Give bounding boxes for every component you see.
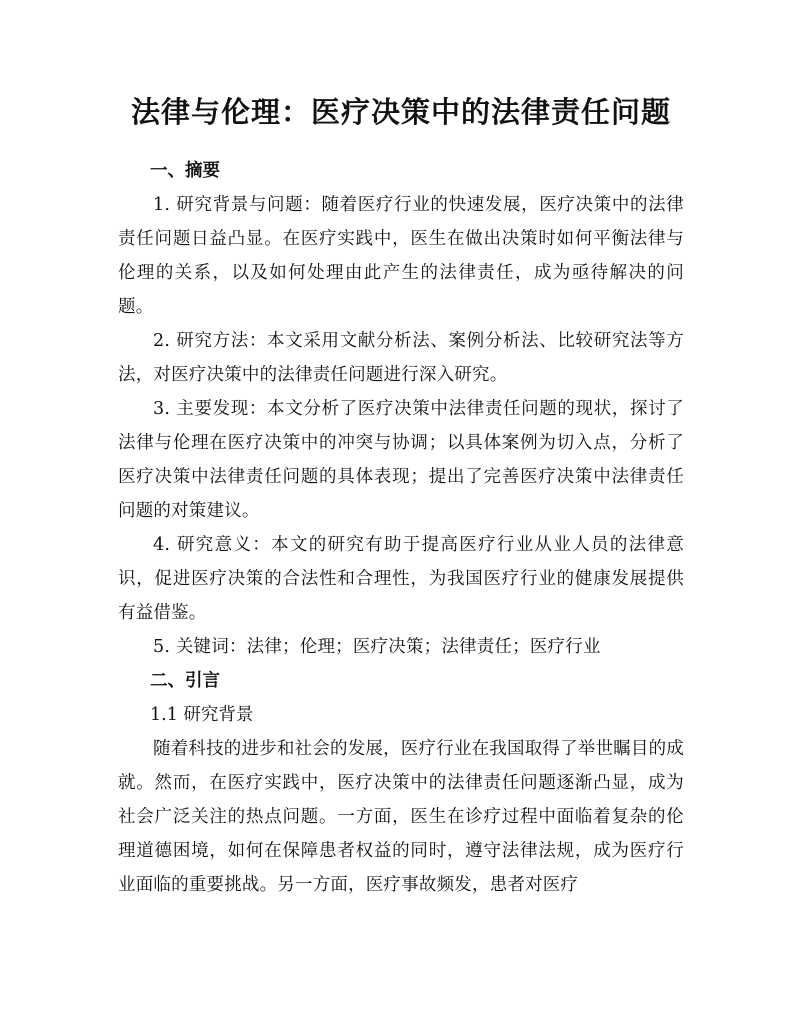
abstract-item-findings: 3. 主要发现：本文分析了医疗决策中法律责任问题的现状，探讨了法律与伦理在医疗决策中的冲突与协调；以具体案例为切入点，分析了医疗决策中法律责任问题的具体表现；提出了完善医疗决策中法律责任问题的对策建议。	[118, 399, 684, 521]
abstract-item-keywords: 5. 关键词：法律；伦理；医疗决策；法律责任；医疗行业	[153, 637, 601, 657]
intro-heading: 二、引言	[150, 671, 220, 691]
abstract-heading: 一、摘要	[150, 161, 220, 181]
abstract-item-significance: 4. 研究意义：本文的研究有助于提高医疗行业从业人员的法律意识，促进医疗决策的合法性和合理性，为我国医疗行业的健康发展提供有益借鉴。	[118, 535, 684, 623]
intro-paragraph: 随着科技的进步和社会的发展，医疗行业在我国取得了举世瞩目的成就。然而，在医疗实践中，医疗决策中的法律责任问题逐渐凸显，成为社会广泛关注的热点问题。一方面，医生在诊疗过程中面临着复杂的伦理道德困境，如何在保障患者权益的同时，遵守法律法规，成为医疗行业面临的重要挑战。另一方面，医疗事故频发，患者对医疗	[118, 739, 684, 895]
document-page	[118, 92, 684, 902]
document-title: 法律与伦理：医疗决策中的法律责任问题	[130, 95, 671, 129]
abstract-item-background: 1. 研究背景与问题：随着医疗行业的快速发展，医疗决策中的法律责任问题日益凸显。在医疗实践中，医生在做出决策时如何平衡法律与伦理的关系，以及如何处理由此产生的法律责任，成为亟待解决的问题。	[118, 195, 684, 317]
intro-subheading: 1.1 研究背景	[150, 705, 254, 725]
abstract-item-methods: 2. 研究方法：本文采用文献分析法、案例分析法、比较研究法等方法，对医疗决策中的法律责任问题进行深入研究。	[118, 331, 684, 385]
